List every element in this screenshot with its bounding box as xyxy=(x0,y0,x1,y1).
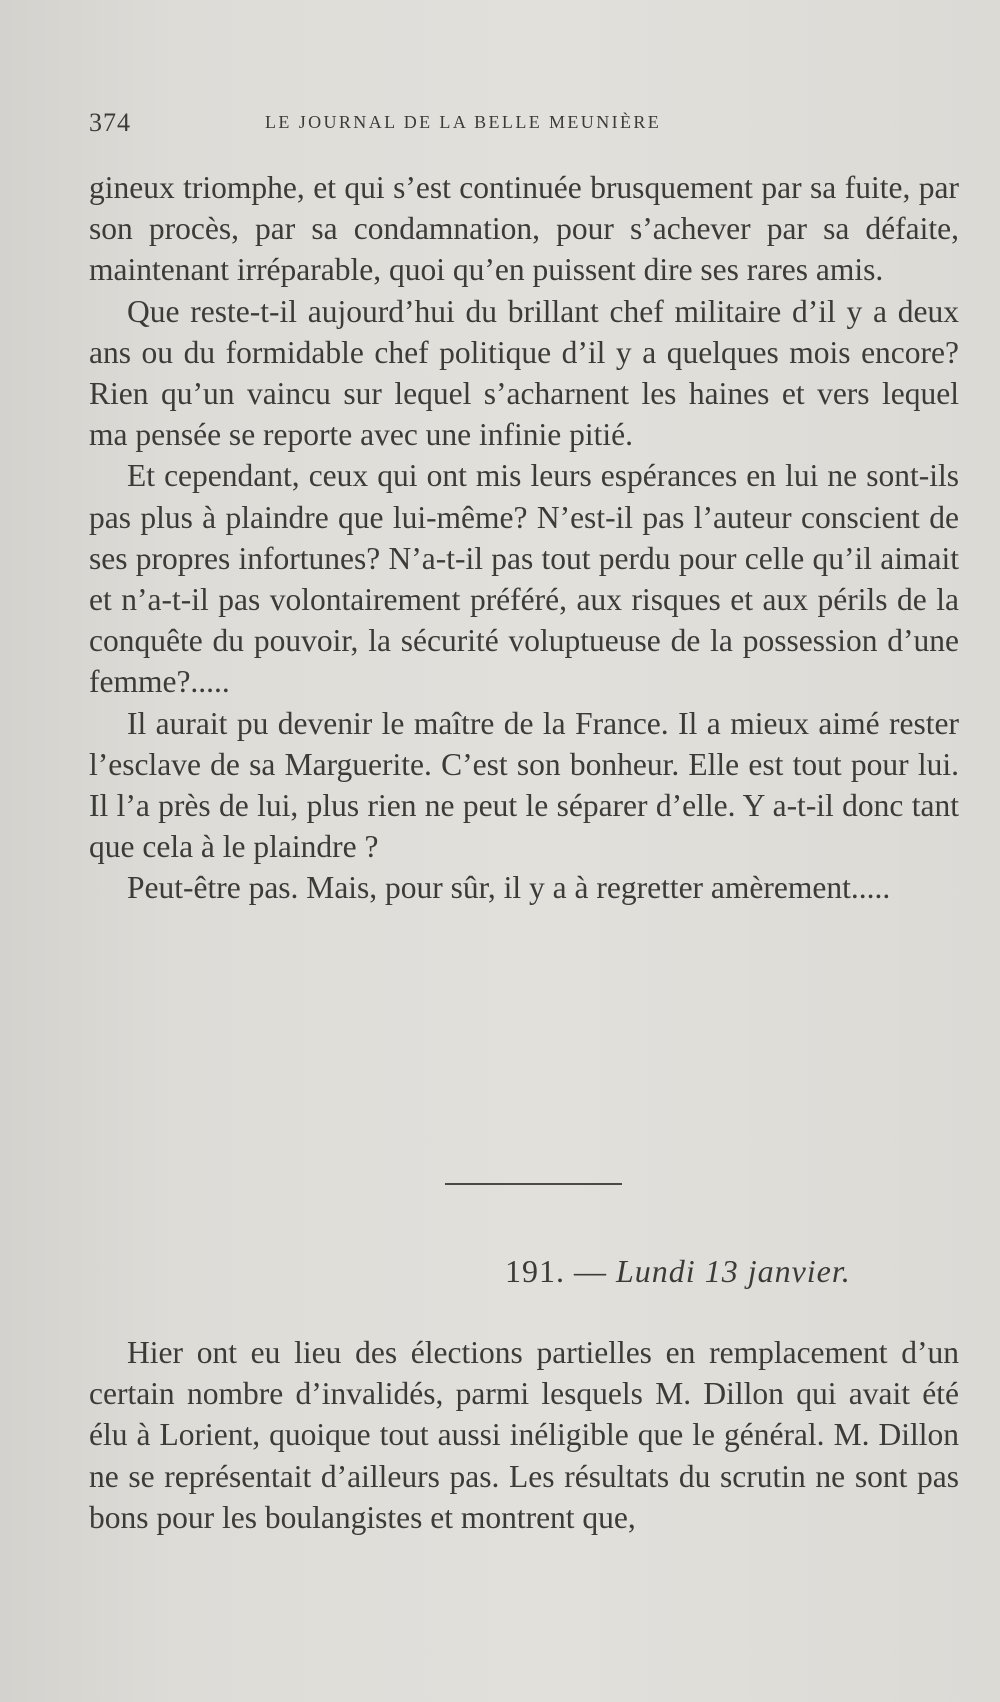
paragraph: Peut-être pas. Mais, pour sûr, il y a à regretter amèrement..... xyxy=(127,870,891,906)
body-text xyxy=(89,167,959,909)
paragraph: Que reste-t-il aujourd’hui du brillant chef militaire d’il y a deux ans ou du formidable chef politique d’il y a quelques mois encore? Rien qu’un vaincu sur lequel s’acharnent les haines et vers lequel ma pensée se reporte avec une infinie pitié. xyxy=(89,293,959,453)
entry-paragraph: Hier ont eu lieu des élections partielles en remplacement d’un certain nombre d’invalidés, parmi lesquels M. Dillon qui avait été élu à Lorient, quoique tout aussi inéligible que le général. M. Dillon ne se représentait d’ailleurs pas. Les résultats du scrutin ne sont pas bons pour les boulangistes et montrent que, xyxy=(89,1335,959,1535)
page-header xyxy=(89,100,959,140)
section-divider xyxy=(445,1183,622,1185)
page-number: 374 xyxy=(89,108,131,137)
entry-body-text xyxy=(89,1332,959,1538)
diary-entry-heading xyxy=(505,1251,851,1291)
paragraph: Il aurait pu devenir le maître de la France. Il a mieux aimé rester l’esclave de sa Marguerite. C’est son bonheur. Elle est tout pour lui. Il l’a près de lui, plus rien ne peut le séparer d’elle. Y a-t-il donc tant que cela à le plaindre ? xyxy=(89,705,959,865)
paragraph-continued: gineux triomphe, et qui s’est continuée brusquement par sa fuite, par son procès, par sa condamnation, pour s’achever par sa défaite, maintenant irréparable, quoi qu’en puissent dire ses rares amis. xyxy=(89,170,959,288)
entry-number: 191. — xyxy=(505,1253,607,1289)
entry-date: Lundi 13 janvier. xyxy=(616,1253,851,1289)
paragraph: Et cependant, ceux qui ont mis leurs espérances en lui ne sont-ils pas plus à plaindre que lui-même? N’est-il pas l’auteur conscient de ses propres infortunes? N’a-t-il pas tout perdu pour celle qu’il aimait et n’a-t-il pas volontairement préféré, aux risques et aux périls de la conquête du pouvoir, la sécurité voluptueuse de la possession d’une femme?..... xyxy=(89,458,959,700)
running-head: LE JOURNAL DE LA BELLE MEUNIÈRE xyxy=(265,112,662,132)
